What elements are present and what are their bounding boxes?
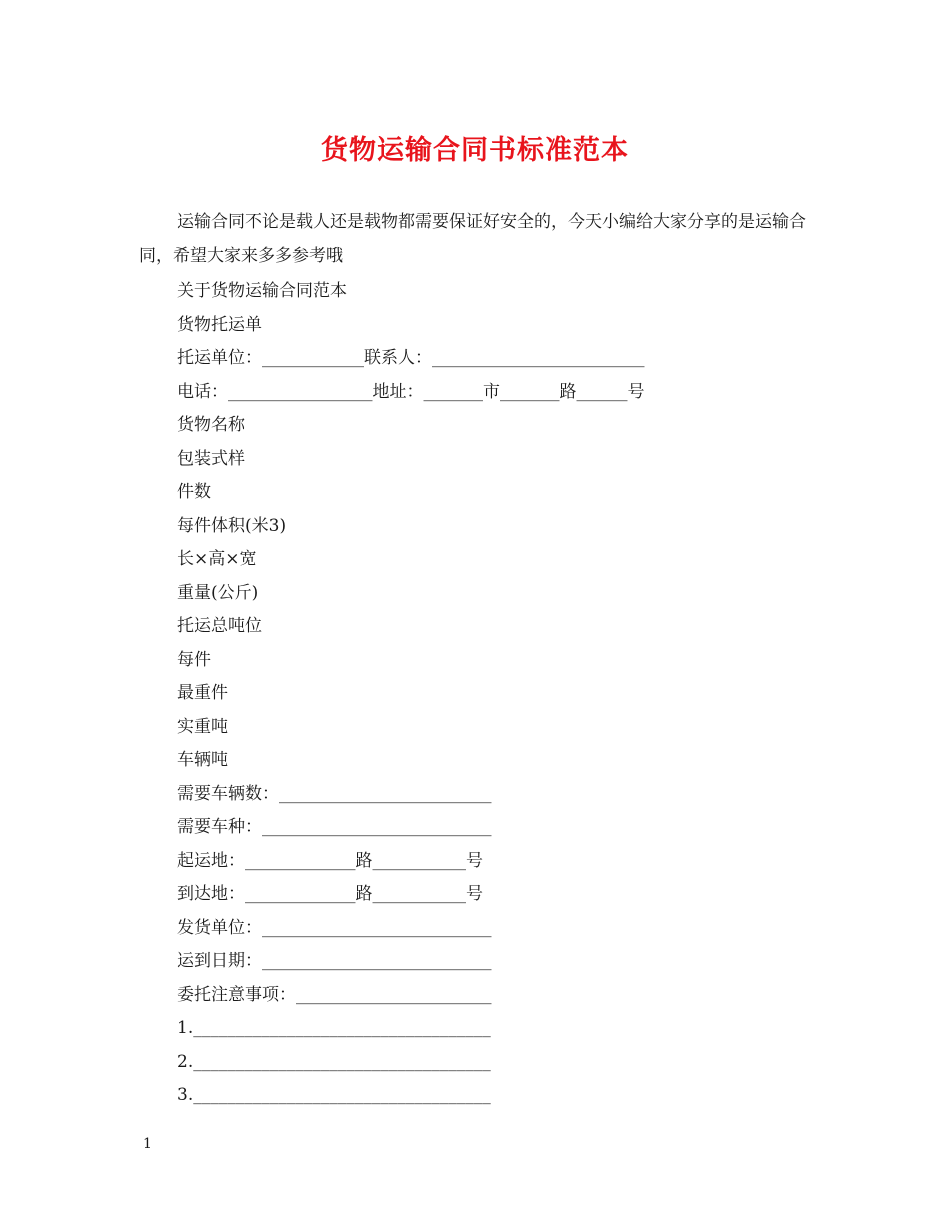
numbered-blank-line: 3.___________________________________	[177, 1085, 491, 1105]
text-line: 关于货物运输合同范本	[177, 281, 347, 301]
form-field-line: 起运地：_____________路___________号	[177, 851, 483, 871]
text-line: 重量(公斤)	[177, 583, 259, 603]
intro-paragraph: 运输合同不论是载人还是载物都需要保证好安全的，今天小编给大家分享的是运输合同，希望大家来多多参考哦	[139, 212, 806, 266]
text-line: 件数	[177, 482, 211, 502]
form-field-line: 委托注意事项：_______________________	[177, 985, 492, 1005]
text-line: 包装式样	[177, 449, 245, 469]
text-line: 最重件	[177, 683, 228, 703]
text-line: 车辆吨	[177, 750, 228, 770]
form-field-line: 发货单位：___________________________	[177, 918, 492, 938]
form-field-line: 到达地：_____________路___________号	[177, 884, 483, 904]
text-line: 货物托运单	[177, 315, 262, 335]
document-title: 货物运输合同书标准范本	[321, 135, 629, 166]
numbered-blank-line: 1.___________________________________	[177, 1018, 491, 1038]
text-line: 长×高×宽	[177, 549, 257, 569]
text-line: 货物名称	[177, 415, 245, 435]
form-field-line: 需要车辆数：_________________________	[177, 784, 492, 804]
text-line: 实重吨	[177, 717, 228, 737]
form-field-line: 托运单位：____________联系人：_________________________	[177, 348, 645, 368]
text-line: 托运总吨位	[177, 616, 262, 636]
form-field-line: 电话：_________________地址：_______市_______路______号	[177, 382, 645, 402]
text-line: 每件	[177, 650, 211, 670]
numbered-blank-line: 2.___________________________________	[177, 1052, 491, 1072]
form-field-line: 运到日期：___________________________	[177, 951, 492, 971]
page-number: 1	[143, 1136, 152, 1152]
form-field-line: 需要车种：___________________________	[177, 817, 492, 837]
text-line: 每件体积(米3)	[177, 516, 287, 536]
